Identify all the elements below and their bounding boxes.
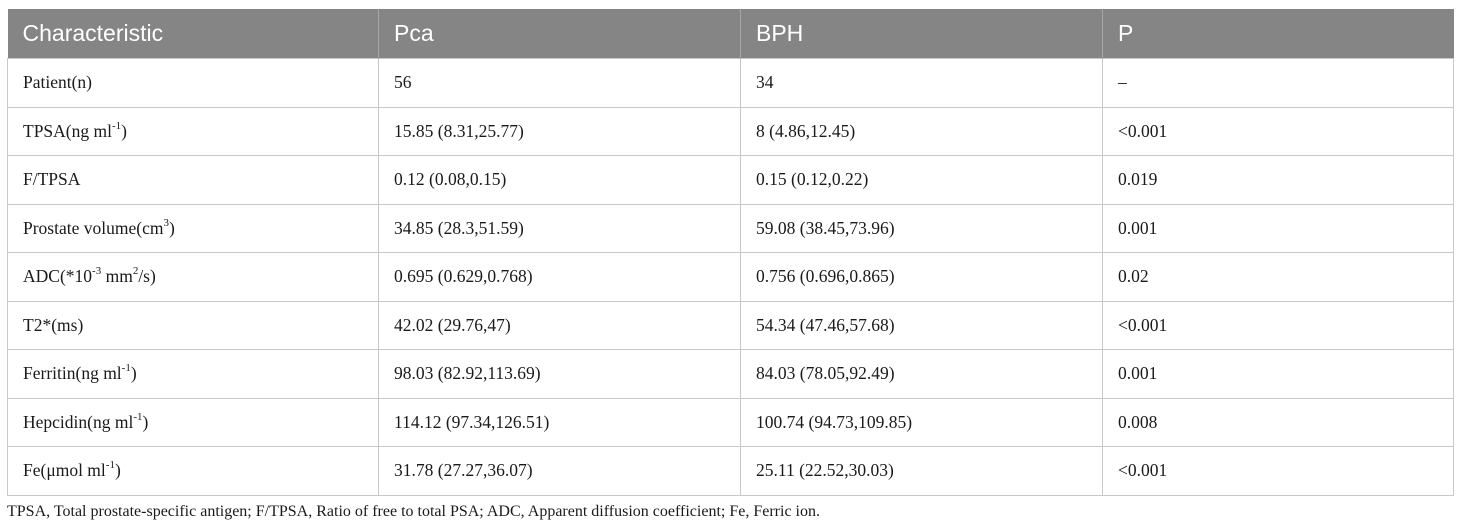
table-row	[8, 204, 1454, 253]
pca-value: 114.12 (97.34,126.51)	[379, 398, 741, 447]
row-label-suffix: )	[114, 460, 121, 481]
row-label-text: F/TPSA	[23, 169, 81, 190]
table-body	[8, 59, 1454, 496]
p-value: –	[1103, 59, 1454, 108]
bph-value: 100.74 (94.73,109.85)	[741, 398, 1103, 447]
pca-value: 0.12 (0.08,0.15)	[379, 156, 741, 205]
table-row	[8, 350, 1454, 399]
row-label-mid: mm	[101, 266, 133, 287]
row-label	[8, 156, 379, 205]
pca-value: 42.02 (29.76,47)	[379, 301, 741, 350]
row-label-suffix: )	[168, 217, 175, 238]
pca-value: 34.85 (28.3,51.59)	[379, 204, 741, 253]
row-label-superscript: 3	[163, 216, 169, 229]
row-label-text: ADC(*10	[23, 266, 93, 287]
table-row	[8, 156, 1454, 205]
pca-value: 31.78 (27.27,36.07)	[379, 447, 741, 496]
row-label	[8, 59, 379, 108]
bph-value: 84.03 (78.05,92.49)	[741, 350, 1103, 399]
p-value: 0.001	[1103, 350, 1454, 399]
row-label-superscript: -1	[121, 362, 131, 375]
row-label-text: TPSA(ng ml	[23, 120, 112, 141]
header-bph: BPH	[741, 9, 1103, 59]
bph-value: 0.15 (0.12,0.22)	[741, 156, 1103, 205]
data-table-container	[7, 9, 1453, 496]
table-footnote: TPSA, Total prostate-specific antigen; F/TPSA, Ratio of free to total PSA; ADC, Apparent diffusion coefficient; Fe, Ferric ion.	[7, 503, 820, 520]
table-row	[8, 301, 1454, 350]
characteristics-table	[7, 9, 1454, 496]
table-row	[8, 253, 1454, 302]
p-value: 0.008	[1103, 398, 1454, 447]
row-label	[8, 204, 379, 253]
table-header	[8, 9, 1454, 59]
row-label-text: Fe(μmol ml	[23, 460, 106, 481]
table-row	[8, 59, 1454, 108]
row-label	[8, 301, 379, 350]
row-label	[8, 253, 379, 302]
bph-value: 34	[741, 59, 1103, 108]
p-value: 0.001	[1103, 204, 1454, 253]
table-row	[8, 398, 1454, 447]
p-value: <0.001	[1103, 107, 1454, 156]
row-label	[8, 398, 379, 447]
bph-value: 25.11 (22.52,30.03)	[741, 447, 1103, 496]
header-characteristic: Characteristic	[8, 9, 379, 59]
row-label	[8, 447, 379, 496]
row-label	[8, 107, 379, 156]
bph-value: 54.34 (47.46,57.68)	[741, 301, 1103, 350]
row-label-superscript: -1	[133, 410, 143, 423]
row-label-superscript: -1	[105, 459, 115, 472]
row-label-suffix: )	[130, 363, 137, 384]
pca-value: 0.695 (0.629,0.768)	[379, 253, 741, 302]
bph-value: 0.756 (0.696,0.865)	[741, 253, 1103, 302]
row-label-superscript: -3	[92, 265, 102, 278]
p-value: <0.001	[1103, 301, 1454, 350]
row-label-text: T2*(ms)	[23, 314, 84, 335]
header-pca: Pca	[379, 9, 741, 59]
row-label-text: Patient(n)	[23, 72, 93, 93]
row-label-suffix: )	[121, 120, 127, 141]
row-label-suffix: /s)	[138, 266, 156, 287]
row-label	[8, 350, 379, 399]
pca-value: 56	[379, 59, 741, 108]
bph-value: 59.08 (38.45,73.96)	[741, 204, 1103, 253]
row-label-text: Hepcidin(ng ml	[23, 411, 134, 432]
row-label-text: Prostate volume(cm	[23, 217, 164, 238]
row-label-superscript: -1	[111, 119, 122, 132]
header-row	[8, 9, 1454, 59]
bph-value: 8 (4.86,12.45)	[741, 107, 1103, 156]
row-label-superscript-2: 2	[132, 265, 139, 278]
table-row	[8, 107, 1454, 156]
pca-value: 15.85 (8.31,25.77)	[379, 107, 741, 156]
row-label-text: Ferritin(ng ml	[23, 363, 122, 384]
row-label-suffix: )	[142, 411, 149, 432]
p-value: <0.001	[1103, 447, 1454, 496]
pca-value: 98.03 (82.92,113.69)	[379, 350, 741, 399]
p-value: 0.02	[1103, 253, 1454, 302]
p-value: 0.019	[1103, 156, 1454, 205]
table-row	[8, 447, 1454, 496]
header-p: P	[1103, 9, 1454, 59]
